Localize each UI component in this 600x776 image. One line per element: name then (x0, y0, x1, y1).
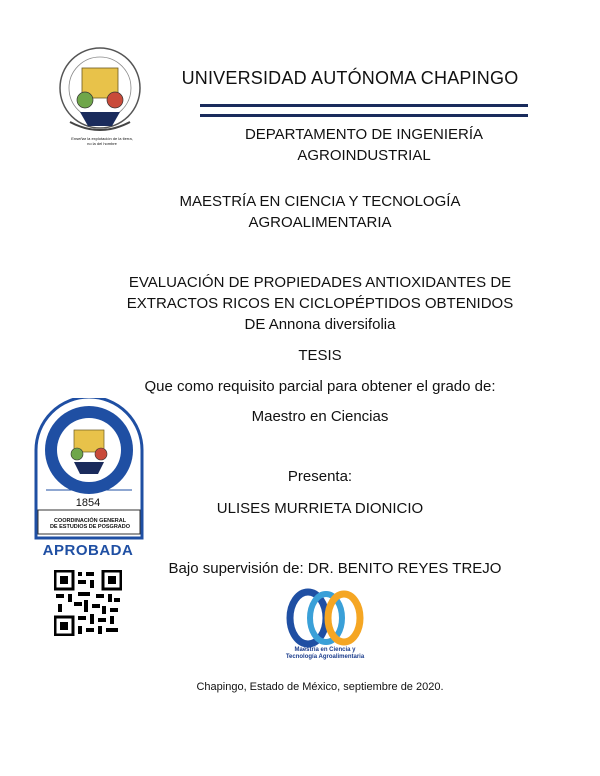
crest-caption (58, 136, 146, 146)
university-crest-icon (40, 42, 160, 142)
seal-department-line1: COORDINACIÓN GENERAL (53, 518, 127, 524)
supervision-text: Bajo supervisión de: DR. BENITO REYES TREJO (168, 560, 502, 577)
program-logo-caption-line2: Tecnología Agroalimentaria (285, 654, 365, 660)
seal-department (38, 518, 142, 530)
thesis-title-line2: EXTRACTOS RICOS EN CICLOPÉPTIDOS OBTENIDOS (126, 295, 514, 312)
program-logo-icon (282, 588, 368, 648)
qr-code-icon (54, 570, 122, 636)
author-name: ULISES MURRIETA DIONICIO (216, 500, 424, 517)
program-line2: AGROALIMENTARIA (248, 214, 392, 231)
header-rule-top (200, 104, 528, 107)
header-rule-bottom (200, 114, 528, 117)
document-type: TESIS (298, 347, 342, 364)
crest-caption-line2: no la del hombre (87, 141, 117, 146)
program-name (150, 191, 490, 233)
requirement-text: Que como requisito parcial para obtener el grado de: (144, 378, 496, 395)
department (200, 124, 528, 166)
seal-year: 1854 (75, 497, 101, 509)
place-date: Chapingo, Estado de México, septiembre de 2020. (196, 681, 444, 693)
approval-status: APROBADA (42, 542, 134, 559)
crest-caption-line1: Enseñar la explotación de la tierra, (71, 136, 133, 141)
university-name: UNIVERSIDAD AUTÓNOMA CHAPINGO (181, 68, 519, 88)
department-line1: DEPARTAMENTO DE INGENIERÍA (244, 126, 484, 143)
program-logo-caption (260, 647, 390, 661)
degree-name: Maestro en Ciencias (251, 408, 389, 425)
program-logo-caption-line1: Maestría en Ciencia y (294, 647, 356, 653)
thesis-title-line1: EVALUACIÓN DE PROPIEDADES ANTIOXIDANTES DE (128, 274, 512, 291)
thesis-title (100, 272, 540, 335)
presents-label: Presenta: (287, 468, 353, 485)
program-line1: MAESTRÍA EN CIENCIA Y TECNOLOGÍA (179, 193, 461, 210)
thesis-title-line3: DE Annona diversifolia (244, 316, 396, 333)
seal-department-line2: DE ESTUDIOS DE POSGRADO (49, 524, 131, 530)
department-line2: AGROINDUSTRIAL (297, 147, 431, 164)
